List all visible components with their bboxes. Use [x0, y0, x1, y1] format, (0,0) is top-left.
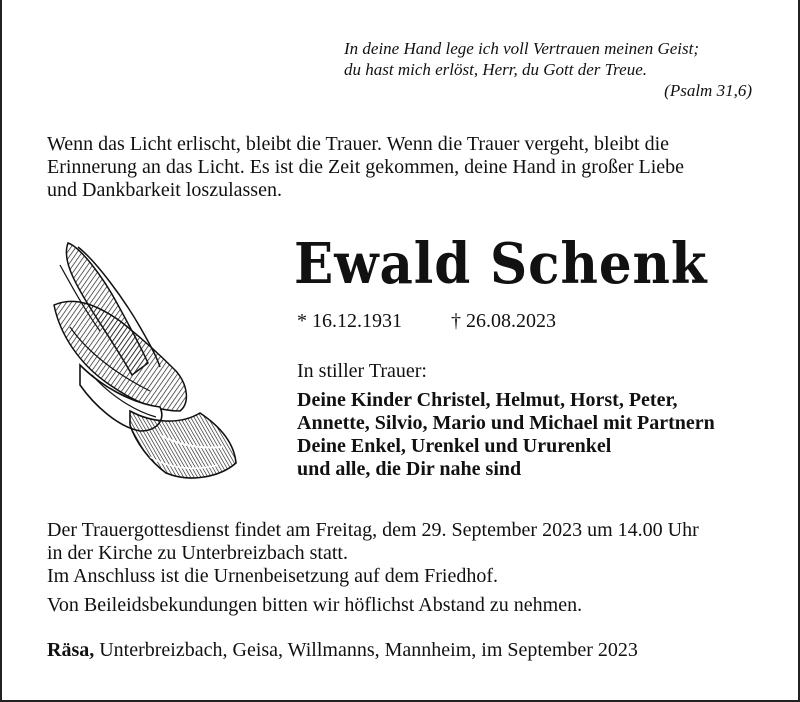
service-line: in der Kirche zu Unterbreizbach statt. [47, 542, 348, 564]
mourners-line: und alle, die Dir nahe sind [297, 458, 522, 480]
condolence-note: Von Beileidsbekundungen bitten wir höflichst Abstand zu nehmen. [47, 594, 583, 616]
place-rest: Unterbreizbach, Geisa, Willmanns, Mannheim, im September 2023 [94, 639, 638, 661]
birth-date: * 16.12.1931 [297, 310, 402, 332]
quote-reference: (Psalm 31,6) [664, 81, 752, 100]
intro-line: Erinnerung an das Licht. Es ist die Zeit gekommen, deine Hand in großer Liebe [47, 156, 685, 178]
mourners-line: Annette, Silvio, Mario und Michael mit Partnern [297, 412, 715, 434]
quote-line: In deine Hand lege ich voll Vertrauen meinen Geist; [344, 39, 700, 58]
place-and-date [47, 639, 638, 662]
service-line: Im Anschluss ist die Urnenbeisetzung auf dem Friedhof. [47, 565, 499, 587]
death-date: † 26.08.2023 [451, 310, 556, 332]
intro-line: und Dankbarkeit loszulassen. [47, 179, 282, 201]
intro-line: Wenn das Licht erlischt, bleibt die Trauer. Wenn die Trauer vergeht, bleibt die [47, 133, 670, 155]
mourning-heading: In stiller Trauer: [297, 360, 427, 382]
praying-hands-icon [40, 235, 240, 485]
mourners-list [297, 389, 767, 481]
mourners-line: Deine Kinder Christel, Helmut, Horst, Peter, [297, 389, 678, 411]
service-line: Der Trauergottesdienst findet am Freitag, dem 29. September 2023 um 14.00 Uhr [47, 519, 699, 541]
intro-text [47, 133, 767, 202]
service-info [47, 519, 777, 588]
life-dates [297, 309, 556, 333]
mourners-line: Deine Enkel, Urenkel und Ururenkel [297, 435, 612, 457]
deceased-name: Ewald Schenk [294, 231, 708, 297]
bible-quote [344, 38, 764, 101]
quote-line: du hast mich erlöst, Herr, du Gott der Treue. [344, 60, 648, 79]
place-town: Räsa, [47, 639, 95, 661]
